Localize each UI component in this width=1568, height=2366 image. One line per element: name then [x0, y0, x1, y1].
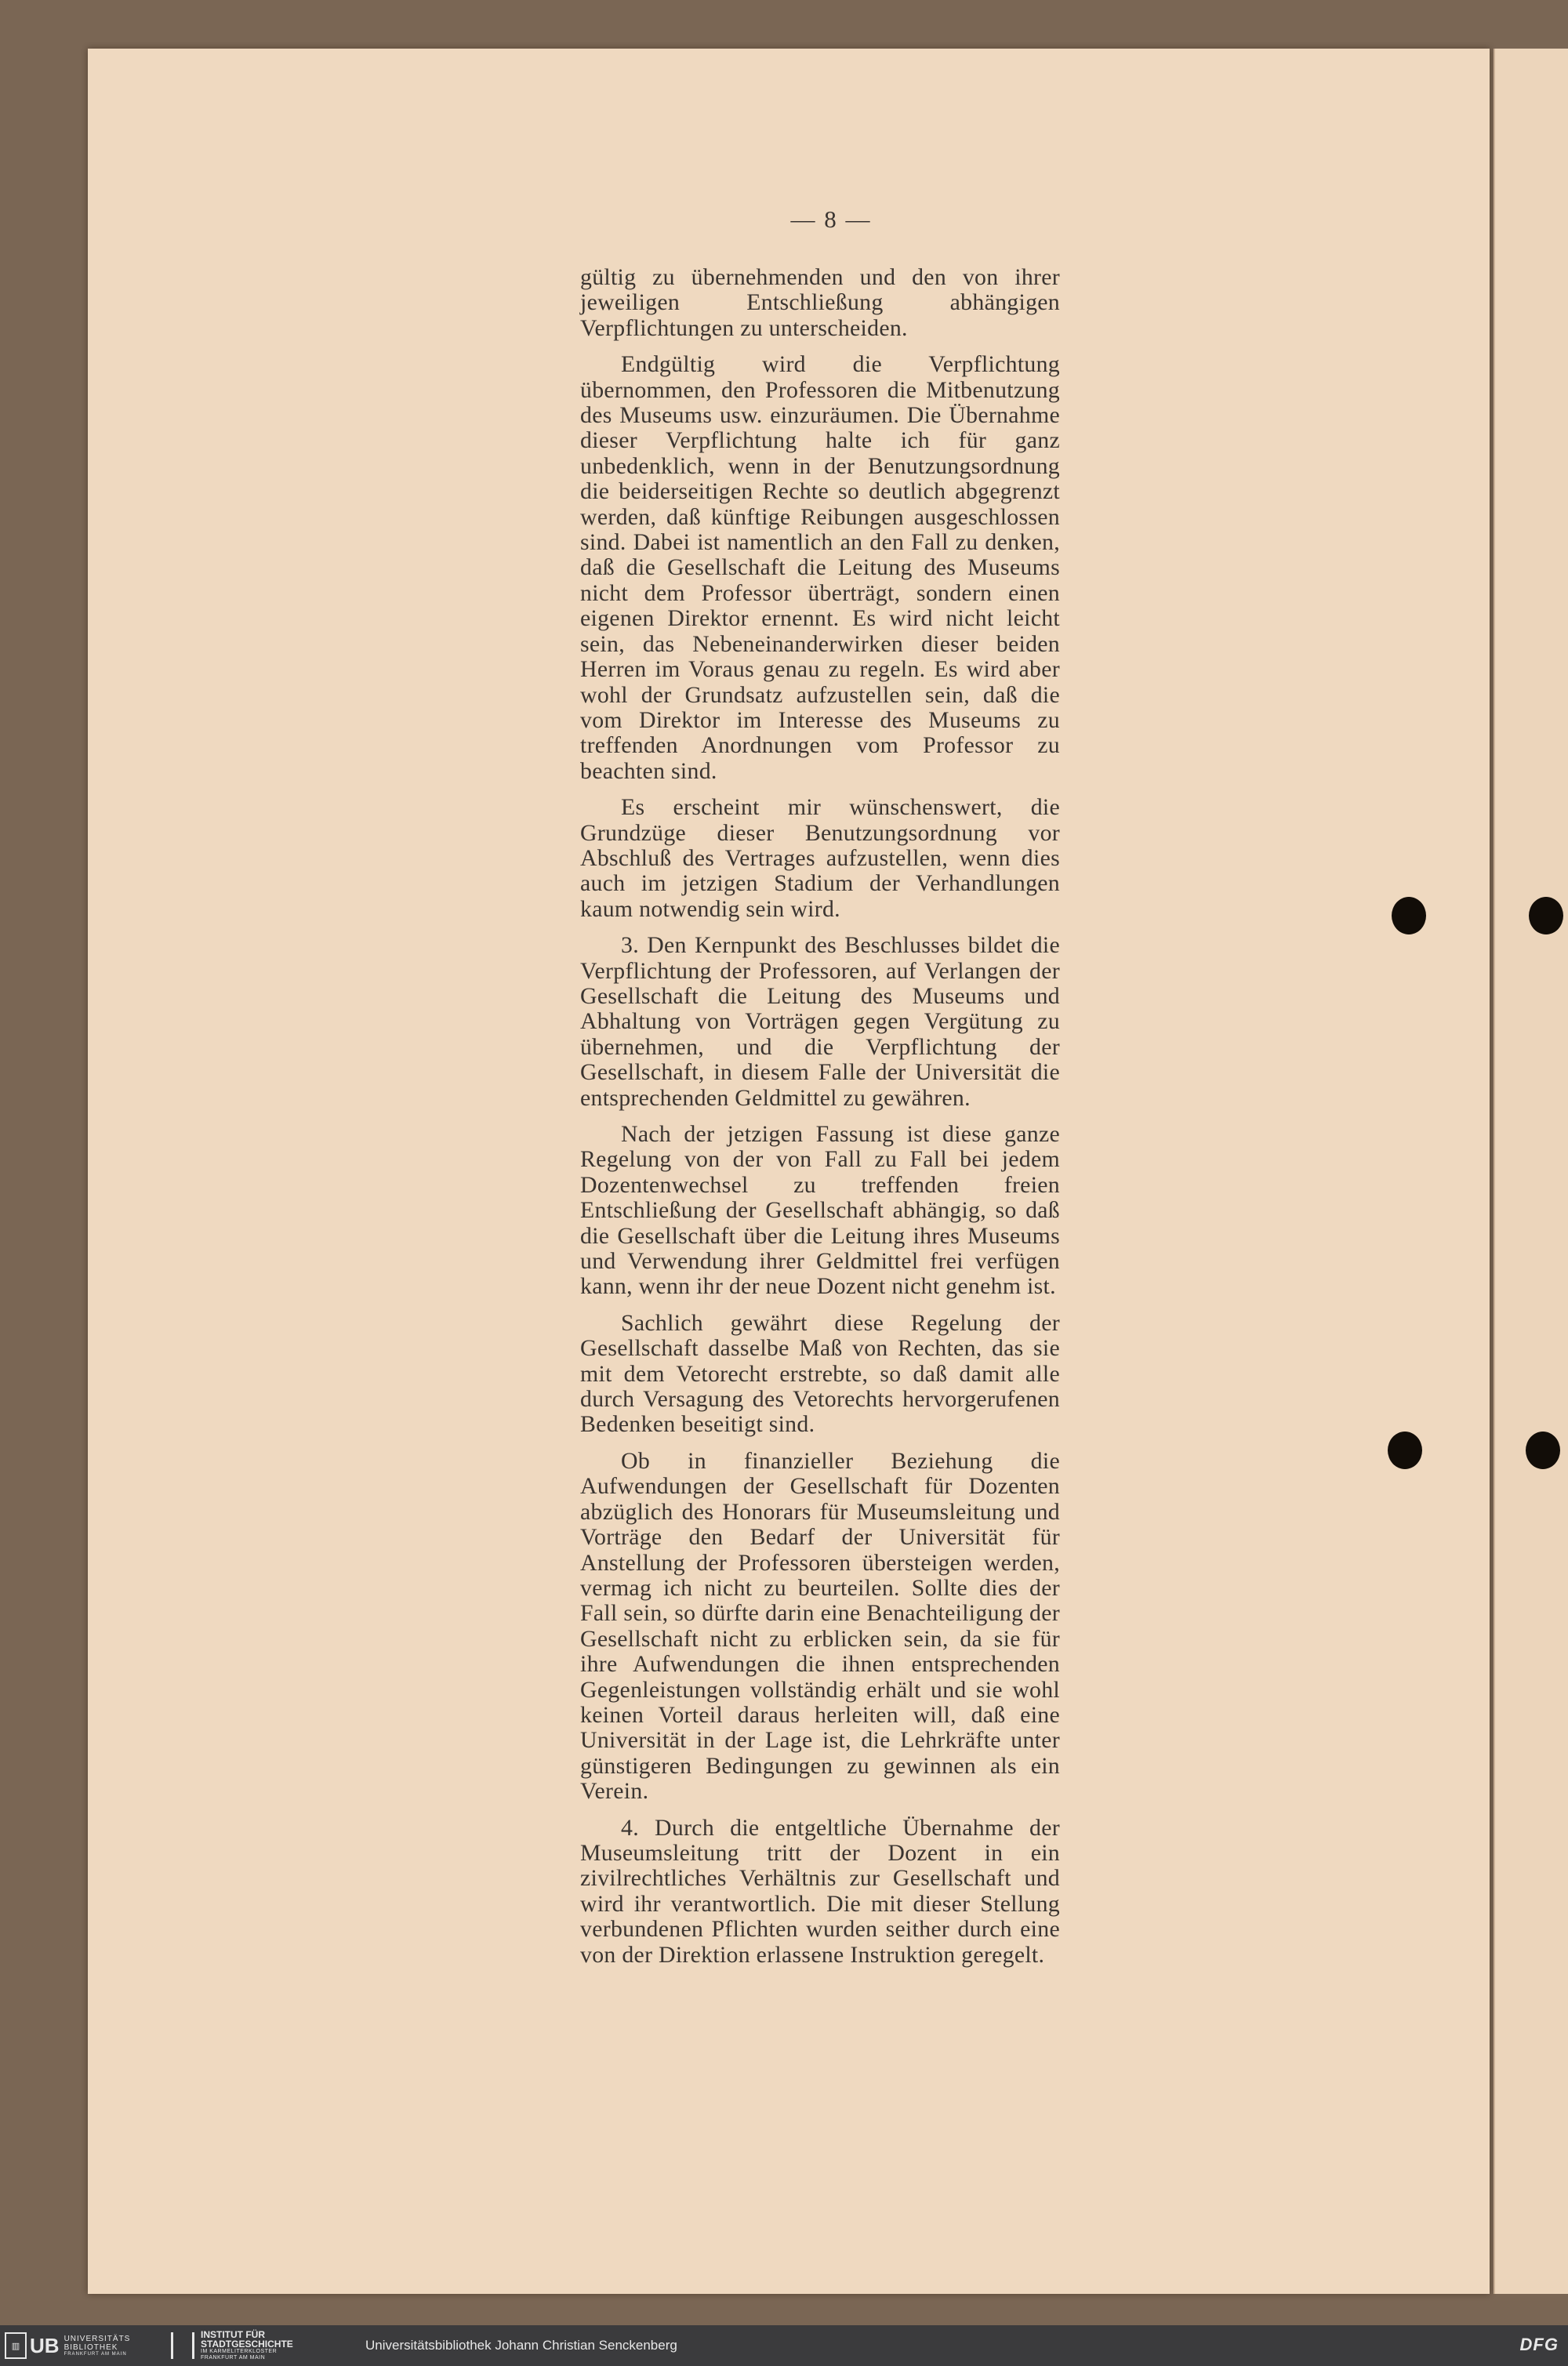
punch-hole: [1529, 897, 1563, 934]
paragraph: Sachlich gewährt diese Regelung der Gesellschaft dasselbe Maß von Rechten, das sie mit dem Vetorecht erstrebte, so daß damit alle durch Versagung des Vetorechts hervorgerufenen Bedenken beseitigt sind.: [580, 1309, 1060, 1438]
isg-logo[interactable]: [171, 2329, 293, 2361]
ub-name: UNIVERSITÄTS BIBLIOTHEK FRANKFURT AM MAIN: [64, 2334, 131, 2357]
punch-hole: [1526, 1432, 1560, 1469]
viewer-footer: [0, 2325, 1568, 2366]
ub-logo[interactable]: [5, 2332, 130, 2360]
paragraph: 3. Den Kernpunkt des Beschlusses bildet die Verpflichtung der Professoren, auf Verlangen der Gesellschaft die Leitung des Museums und Abhaltung von Vorträgen gegen Vergütung zu übernehmen, und die Verpflichtung der Gesellschaft, in diesem Falle der Universität die entsprechenden Geldmittel zu gewähren.: [580, 932, 1060, 1111]
paragraph: Ob in finanzieller Beziehung die Aufwendungen der Gesellschaft für Dozenten abzüglich des Honorars für Museumsleitung und Vorträge den Bedarf der Universität für Anstellung der Professoren übersteigen werden, vermag ich nicht zu beurteilen. Sollte dies der Fall sein, so dürfte darin eine Benachteiligung der Gesellschaft nicht zu erblicken sein, da sie für ihre Aufwendungen die ihnen entsprechenden Gegenleistungen vollständig erhält und sie wohl keinen Vorteil daraus herleiten will, daß eine Universität in der Lage ist, die Lehrkräfte unter günstigeren Bedingungen zu gewinnen als ein Verein.: [580, 1447, 1060, 1805]
punch-hole: [1388, 1432, 1422, 1469]
body-text: [580, 265, 1060, 1979]
isg-emblem-icon: [171, 2332, 194, 2359]
library-title-link[interactable]: Universitätsbibliothek Johann Christian Senckenberg: [365, 2338, 677, 2353]
paragraph: gültig zu übernehmenden und den von ihrer jeweiligen Entschließung abhängigen Verpflichtungen zu unterscheiden.: [580, 264, 1060, 341]
dfg-logo[interactable]: DFG: [1519, 2335, 1559, 2354]
paragraph: Endgültig wird die Verpflichtung übernommen, den Professoren die Mitbenutzung des Museums usw. einzuräumen. Die Übernahme dieser Verpflichtung halte ich für ganz unbedenklich, wenn in der Benutzungsordnung die beiderseitigen Rechte so deutlich abgegrenzt werden, daß künftige Reibungen ausgeschlossen sind. Dabei ist namentlich an den Fall zu denken, daß die Gesellschaft die Leitung des Museums nicht dem Professor überträgt, sondern einen eigenen Direktor ernennt. Es wird nicht leicht sein, das Nebeneinanderwirken dieser beiden Herren im Voraus genau zu regeln. Es wird aber wohl der Grundsatz aufzustellen sein, daß die vom Direktor im Interesse des Museums zu treffenden Anordnungen vom Professor zu beachten sind.: [580, 351, 1060, 784]
paragraph: 4. Durch die entgeltliche Übernahme der Museumsleitung tritt der Dozent in ein zivilrechtliches Verhältnis zur Gesellschaft und wird ihr verantwortlich. Die mit dieser Stellung verbundenen Pflichten wurden seither durch eine von der Direktion erlassene Instruktion geregelt.: [580, 1814, 1060, 1968]
next-page-edge: [1494, 49, 1568, 2294]
page-number: — 8 —: [790, 205, 872, 233]
isg-name: INSTITUT FÜR STADTGESCHICHTE IM KARMELITERKLOSTER FRANKFURT AM MAIN: [201, 2329, 293, 2361]
paragraph: Es erscheint mir wünschenswert, die Grundzüge dieser Benutzungsordnung vor Abschluß des Vertrages aufzustellen, wenn dies auch im jetzigen Stadium der Verhandlungen kaum notwendig sein wird.: [580, 794, 1060, 922]
ub-emblem-icon: ▥: [5, 2332, 27, 2359]
punch-hole: [1392, 897, 1426, 934]
paragraph: Nach der jetzigen Fassung ist diese ganze Regelung von der von Fall zu Fall bei jedem Dozentenwechsel zu treffenden freien Entschließung der Gesellschaft abhängig, so daß die Gesellschaft über die Leitung ihres Museums und Verwendung ihrer Geldmittel frei verfügen kann, wenn ihr der neue Dozent nicht genehm ist.: [580, 1121, 1060, 1300]
ub-letters: UB: [30, 2333, 60, 2357]
